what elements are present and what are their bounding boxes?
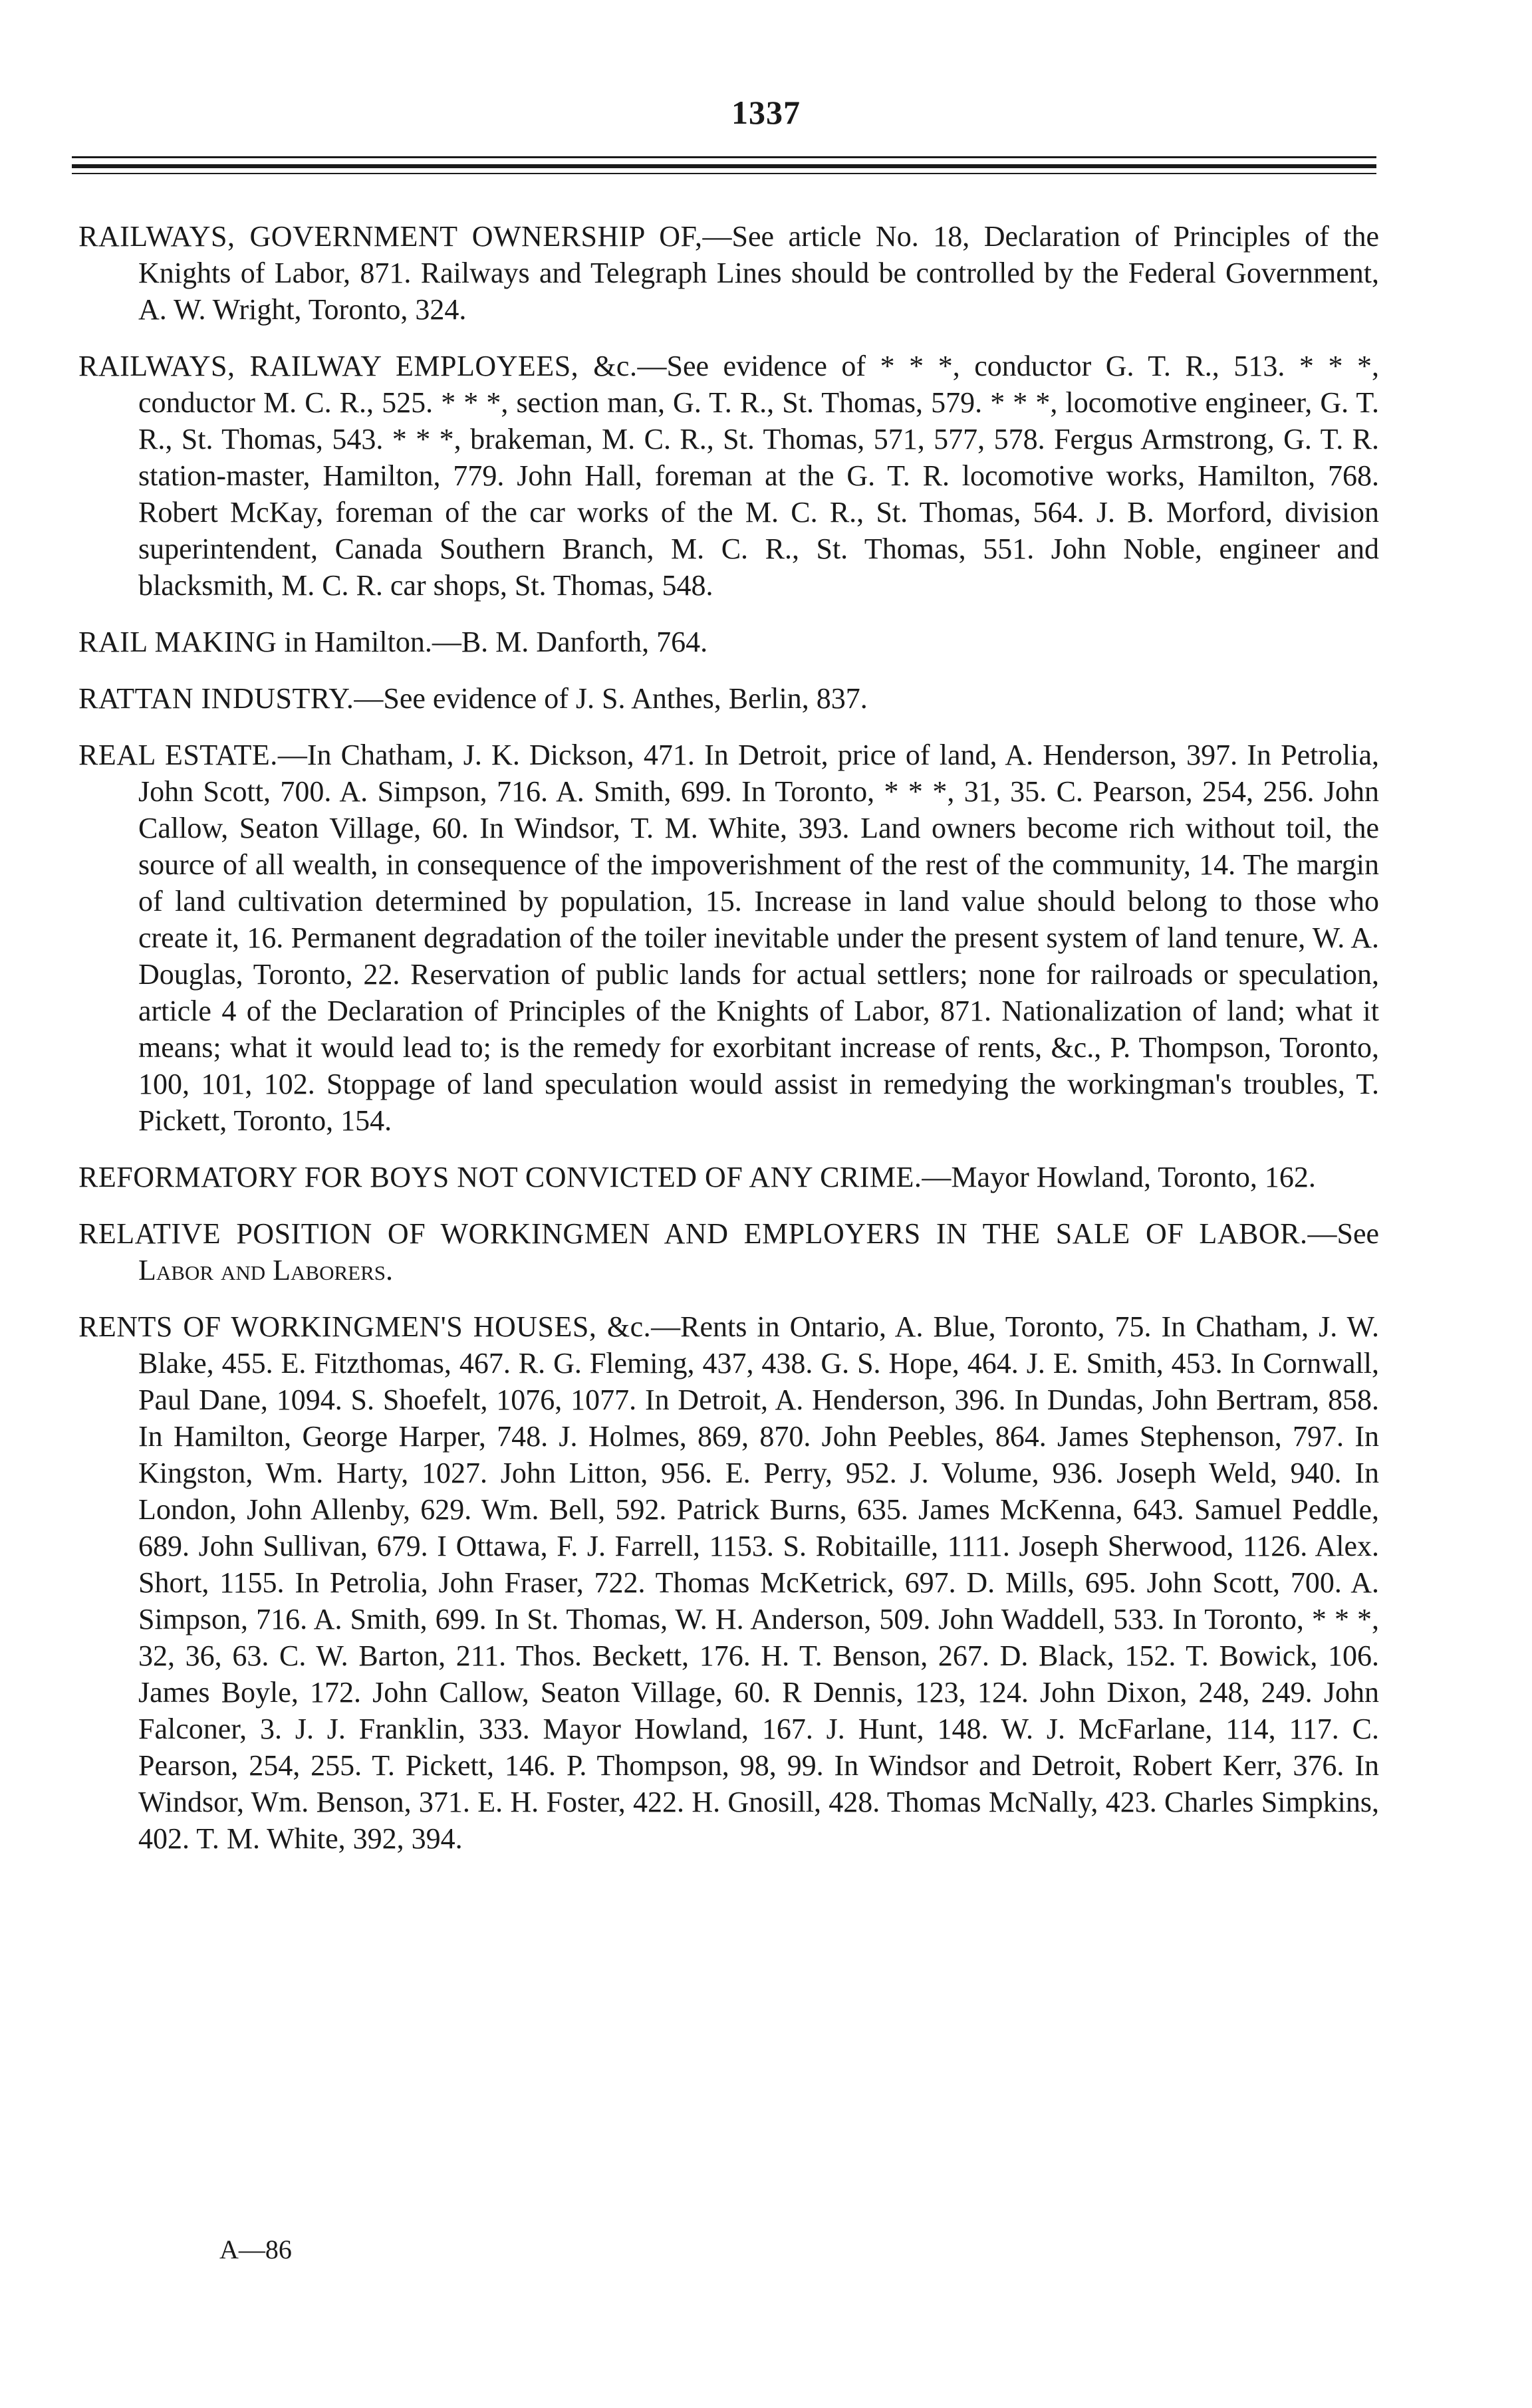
header-rule-thin-lower xyxy=(72,173,1376,174)
index-entry-real-estate xyxy=(78,737,1379,1139)
entry-text: —Rents in Ontario, A. Blue, Toronto, 75. In Chatham, J. W. Blake, 455. E. Fitzthomas, 467. R. G. Fleming, 437, 438. G. S. Hope, 464. J. E. Smith, 453. In Cornwall, Paul Dane, 1094. S. Shoefelt, 1076, 1077. In Detroit, A. Henderson, 396. In Dundas, John Bertram, 858. In Hamilton, George Harper, 748. J. Holmes, 869, 870. John Peebles, 864. James Stephenson, 797. In Kingston, Wm. Harty, 1027. John Litton, 956. E. Perry, 952. J. Volume, 936. Joseph Weld, 940. In London, John Allenby, 629. Wm. Bell, 592. Patrick Burns, 635. James McKenna, 643. Samuel Peddle, 689. John Sullivan, 679. I Ottawa, F. J. Farrell, 1153. S. Robitaille, 1111. Joseph Sherwood, 1126. Alex. Short, 1155. In Petrolia, John Fraser, 722. Thomas McKetrick, 697. D. Mills, 695. John Scott, 700. A. Simpson, 716. A. Smith, 699. In St. Thomas, W. H. Anderson, 509. John Waddell, 533. In Toronto, * * *, 32, 36, 63. C. W. Barton, 211. Thos. Beckett, 176. H. T. Benson, 267. D. Black, 152. T. Bowick, 106. James Boyle, 172. John Callow, Seaton Village, 60. R Dennis, 123, 124. John Dixon, 248, 249. John Falconer, 3. J. J. Franklin, 333. Mayor Howland, 167. J. Hunt, 148. W. J. McFarlane, 114, 117. C. Pearson, 254, 255. T. Pickett, 146. P. Thompson, 98, 99. In Windsor and Detroit, Robert Kerr, 376. In Windsor, Wm. Benson, 371. E. H. Foster, 422. H. Gnosill, 428. Thomas McNally, 423. Charles Simpkins, 402. T. M. White, 392, 394. xyxy=(138,1310,1379,1855)
entry-heading: RENTS OF WORKINGMEN'S HOUSES, &c. xyxy=(78,1310,652,1343)
entry-heading: RELATIVE POSITION OF WORKINGMEN AND EMPLOYERS IN THE SALE OF LABOR. xyxy=(78,1217,1308,1250)
signature-mark: A—86 xyxy=(219,2234,292,2264)
entry-text: in Hamilton.—B. M. Danforth, 764. xyxy=(277,626,708,658)
entry-heading: RAILWAYS, RAILWAY EMPLOYEES, &c. xyxy=(78,350,638,382)
entry-heading: REFORMATORY FOR BOYS NOT CONVICTED OF ANY CRIME. xyxy=(78,1161,922,1193)
entry-text: —See xyxy=(1307,1217,1379,1250)
index-entry-relative-position xyxy=(78,1215,1379,1288)
index-entries xyxy=(78,218,1379,1877)
entry-text: —Mayor Howland, Toronto, 162. xyxy=(922,1161,1316,1193)
entry-heading: RATTAN INDUSTRY. xyxy=(78,682,354,715)
index-entry-rattan-industry xyxy=(78,680,1379,717)
entry-text: —See evidence of * * *, conductor G. T. R., 513. * * *, conductor M. C. R., 525. * * *, section man, G. T. R., St. Thomas, 579. * * *, locomotive engineer, G. T. R., St. Thomas, 543. * * *, brakeman, M. C. R., St. Thomas, 571, 577, 578. Fergus Armstrong, G. T. R. station-master, Hamilton, 779. John Hall, foreman at the G. T. R. locomotive works, Hamilton, 768. Robert McKay, foreman of the car works of the M. C. R., St. Thomas, 564. J. B. Morford, division superintendent, Canada Southern Branch, M. C. R., St. Thomas, 551. John Noble, engineer and blacksmith, M. C. R. car shops, St. Thomas, 548. xyxy=(138,350,1379,602)
cross-reference: Labor and Laborers. xyxy=(138,1254,394,1286)
entry-text: —See article No. 18, Declaration of Principles of the Knights of Labor, 871. Railways and Telegraph Lines should be controlled by the Federal Government, A. W. Wright, Toronto, 324. xyxy=(138,220,1379,326)
index-entry-rail-making xyxy=(78,624,1379,660)
index-entry-railways-employees xyxy=(78,348,1379,604)
entry-text: —In Chatham, J. K. Dickson, 471. In Detroit, price of land, A. Henderson, 397. In Petrolia, John Scott, 700. A. Simpson, 716. A. Smith, 699. In Toronto, * * *, 31, 35. C. Pearson, 254, 256. John Callow, Seaton Village, 60. In Windsor, T. M. White, 393. Land owners become rich without toil, the source of all wealth, in consequence of the impoverishment of the rest of the community, 14. The margin of land cultivation determined by population, 15. Increase in land value should belong to those who create it, 16. Permanent degradation of the toiler inevitable under the present system of land tenure, W. A. Douglas, Toronto, 22. Reservation of public lands for actual settlers; none for railroads or speculation, article 4 of the Declaration of Principles of the Knights of Labor, 871. Nationalization of land; what it means; what it would lead to; is the remedy for exorbitant increase of rents, &c., P. Thompson, Toronto, 100, 101, 102. Stoppage of land speculation would assist in remedying the workingman's troubles, T. Pickett, Toronto, 154. xyxy=(138,739,1379,1137)
header-rule-thin xyxy=(72,156,1376,158)
page-number: 1337 xyxy=(731,94,801,131)
entry-text: —See evidence of J. S. Anthes, Berlin, 837. xyxy=(354,682,868,715)
index-entry-rents-of-workingmens-houses xyxy=(78,1308,1379,1857)
entry-heading: RAILWAYS, GOVERNMENT OWNERSHIP OF, xyxy=(78,220,703,253)
index-entry-railways-government-ownership xyxy=(78,218,1379,328)
entry-heading: REAL ESTATE. xyxy=(78,739,278,771)
entry-heading: RAIL MAKING xyxy=(78,626,277,658)
header-rule-thick xyxy=(72,164,1376,168)
index-entry-reformatory-for-boys xyxy=(78,1159,1379,1195)
